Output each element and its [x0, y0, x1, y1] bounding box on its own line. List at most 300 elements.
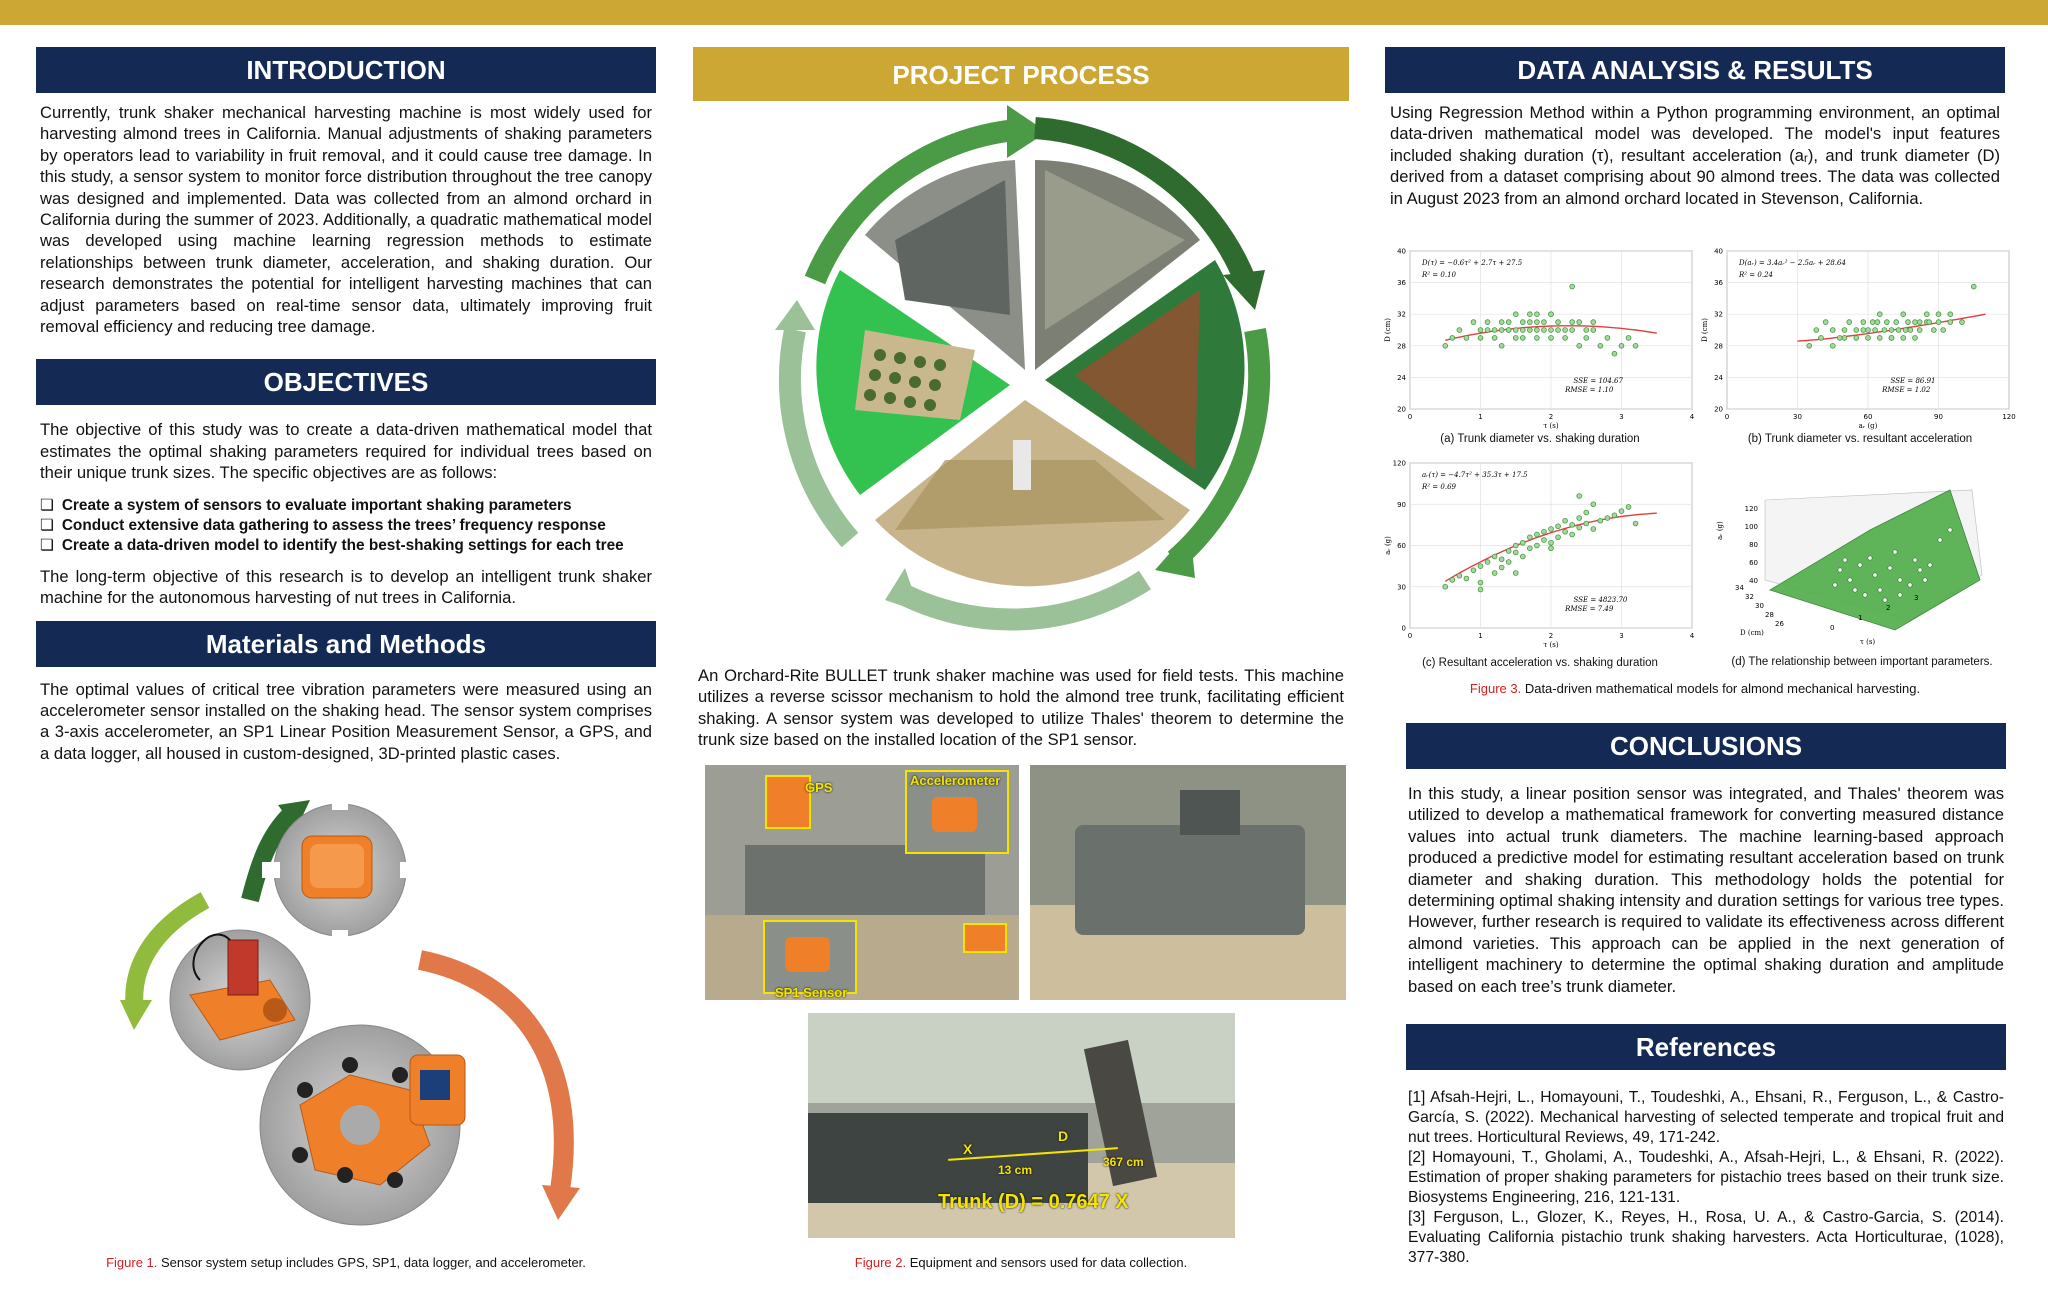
data-point: [1948, 312, 1953, 317]
data-point: [1443, 343, 1448, 348]
data-point: [1626, 505, 1631, 510]
data-point: [1928, 563, 1932, 567]
x-tick-label: 0: [1407, 413, 1413, 421]
objectives-intro: The objective of this study was to create a data-driven mathematical model that estimates the optimal shaking parameters required for individual trees based on their unique trunk sizes. The specific objectives are as follows:: [40, 420, 652, 483]
data-point: [1450, 336, 1455, 341]
data-point: [1633, 521, 1638, 526]
data-point: [1960, 320, 1965, 325]
r2-label: R² = 0.10: [1422, 271, 1456, 279]
y-axis-label: D (cm): [1384, 318, 1392, 342]
data-point: [1570, 532, 1575, 537]
data-point: [1485, 320, 1490, 325]
data-point: [1520, 320, 1525, 325]
data-point: [1570, 284, 1575, 289]
data-point: [1577, 516, 1582, 521]
data-point: [1948, 320, 1953, 325]
process-text: An Orchard-Rite BULLET trunk shaker machine was used for field tests. This machine utilizes a reverse scissor mechanism to hold the almond tree trunk, facilitating efficient shaking. A sensor system was developed to utilize Thales' theorem to determine the trunk size based on the installed location of the SP1 sensor.: [698, 666, 1344, 750]
data-point: [1863, 593, 1867, 597]
objective-item: ❏ Create a data-driven model to identify the best-shaking settings for each tree: [40, 536, 656, 556]
data-point: [1499, 328, 1504, 333]
x-tick-label: 2: [1548, 413, 1554, 421]
data-point: [1478, 564, 1483, 569]
data-point: [1894, 320, 1899, 325]
data-point: [1913, 320, 1918, 325]
data-point: [1619, 343, 1624, 348]
data-point: [1633, 343, 1638, 348]
data-point: [1842, 328, 1847, 333]
x-tick-label: 60: [1863, 413, 1873, 421]
shaker-sensor-photo: [705, 765, 1019, 1000]
data-point: [1535, 543, 1540, 548]
r2-label: R² = 0.69: [1422, 483, 1456, 491]
data-point: [1513, 328, 1518, 333]
data-point: [1556, 535, 1561, 540]
x-tick-label: 3: [1914, 594, 1919, 602]
data-point: [1492, 571, 1497, 576]
rmse-label: RMSE = 1.02: [1882, 386, 1931, 394]
x-tick-label: 90: [1934, 413, 1943, 421]
y-tick-label: 40: [1714, 247, 1723, 256]
data-point: [1918, 568, 1922, 572]
x-tick-label: 30: [1793, 413, 1802, 421]
y-tick-label: 28: [1397, 342, 1406, 351]
data-point: [1888, 566, 1892, 570]
y-tick-label: 34: [1735, 584, 1744, 592]
figure-2-caption: [693, 1255, 1349, 1270]
x-tick-label: 0: [1407, 632, 1413, 640]
data-point: [1830, 343, 1835, 348]
data-point: [1542, 320, 1547, 325]
chart-a: [1384, 243, 1700, 433]
figure-1-caption: [36, 1255, 656, 1270]
methods-heading: Materials and Methods: [36, 621, 656, 667]
data-point: [1577, 494, 1582, 499]
y-axis-label: D (cm): [1701, 318, 1709, 342]
conclusions-section: [1406, 723, 2006, 997]
rmse-label: RMSE = 7.49: [1565, 605, 1614, 613]
trunk-small-label: 13 cm: [998, 1163, 1033, 1177]
data-point: [1884, 320, 1889, 325]
process-cycle-figure: [745, 100, 1300, 640]
z-tick-label: 120: [1744, 505, 1758, 513]
data-point: [1542, 529, 1547, 534]
data-point: [1577, 320, 1582, 325]
x-axis-label: τ (s): [1543, 641, 1559, 649]
data-point: [1870, 320, 1875, 325]
y-tick-label: 36: [1714, 279, 1723, 288]
data-point: [1535, 336, 1540, 341]
data-point: [1941, 328, 1946, 333]
data-point: [1542, 538, 1547, 543]
data-point: [1499, 557, 1504, 562]
chart-b-caption: (b) Trunk diameter vs. resultant acceleration: [1747, 433, 1973, 445]
objective-item: ❏ Conduct extensive data gathering to assess the trees’ frequency response: [40, 516, 656, 536]
equation-label: D(aᵣ) = 3.4aᵣ² − 2.5aᵣ + 28.64: [1739, 259, 1846, 267]
y-tick-label: 30: [1397, 583, 1406, 592]
y-tick-label: 36: [1397, 279, 1406, 288]
figure-1-text: Sensor system setup includes GPS, SP1, data logger, and accelerometer.: [157, 1255, 586, 1270]
objectives-list: [36, 496, 656, 556]
y-tick-label: 28: [1765, 611, 1774, 619]
data-point: [1917, 328, 1922, 333]
top-bar: [0, 0, 2048, 25]
data-point: [1542, 328, 1547, 333]
equation-label: D(τ) = −0.6τ² + 2.7τ + 27.5: [1422, 259, 1523, 267]
data-point: [1478, 580, 1483, 585]
x-tick-label: 1: [1478, 632, 1483, 640]
y-tick-label: 40: [1397, 247, 1406, 256]
data-point: [1513, 312, 1518, 317]
data-point: [1457, 328, 1462, 333]
data-point: [1848, 578, 1852, 582]
trunk-measurement-photo: [808, 1013, 1235, 1238]
x-tick-label: 0: [1830, 624, 1835, 632]
data-point: [1513, 571, 1518, 576]
data-point: [1605, 336, 1610, 341]
gps-label: GPS: [805, 780, 833, 795]
data-point: [1908, 583, 1912, 587]
data-point: [1903, 328, 1908, 333]
data-point: [1612, 351, 1617, 356]
figure-3-text: Data-driven mathematical models for almond mechanical harvesting.: [1521, 681, 1921, 696]
sse-label: SSE = 86.91: [1890, 377, 1936, 385]
y-tick-label: 24: [1397, 373, 1406, 382]
reference-item: [2] Homayouni, T., Gholami, A., Toudeshki, A., Afsah-Hejri, L., & Ehsani, R. (2022). Estimation of proper shaking parameters for pistachio trees based on their trunk size. Biosystems Engineering, 216, 121-131.: [1408, 1149, 2004, 1206]
data-point: [1913, 336, 1918, 341]
data-point: [1866, 336, 1871, 341]
data-point: [1898, 578, 1902, 582]
data-point: [1485, 560, 1490, 565]
process-heading: PROJECT PROCESS: [693, 47, 1349, 101]
figure-3-caption: [1385, 681, 2005, 696]
data-point: [1898, 593, 1902, 597]
chart-d: [1710, 470, 2010, 650]
data-point: [1520, 554, 1525, 559]
results-text: Using Regression Method within a Python programming environment, an optimal data-driven mathematical model was developed. The model's input features included shaking duration (τ), resultant acceleration (aᵣ), and trunk diameter (D) derived from a dataset comprising about 90 almond trees. The data was collected in August 2023 from an almond orchard located in Stevenson, California.: [1390, 103, 2000, 208]
y-tick-label: 32: [1714, 310, 1723, 319]
data-point: [1499, 320, 1504, 325]
data-point: [1819, 336, 1824, 341]
data-point: [1833, 583, 1837, 587]
x-tick-label: 3: [1619, 632, 1624, 640]
data-point: [1936, 312, 1941, 317]
trunk-formula: Trunk (D) = 0.7647 X: [938, 1191, 1129, 1213]
y-axis-label: aᵣ (g): [1384, 536, 1392, 555]
data-point: [1923, 578, 1927, 582]
data-point: [1861, 320, 1866, 325]
data-point: [1591, 502, 1596, 507]
x-tick-label: 2: [1548, 632, 1554, 640]
data-point: [1853, 588, 1857, 592]
data-point: [1584, 521, 1589, 526]
z-tick-label: 40: [1749, 577, 1758, 585]
references-section: [1406, 1024, 2006, 1268]
data-point: [1893, 550, 1897, 554]
data-point: [1549, 527, 1554, 532]
data-point: [1478, 587, 1483, 592]
data-point: [1520, 328, 1525, 333]
data-point: [1938, 538, 1942, 542]
data-point: [1807, 343, 1812, 348]
r2-label: R² = 0.24: [1739, 271, 1773, 279]
data-point: [1847, 320, 1852, 325]
data-point: [1861, 328, 1866, 333]
x-tick-label: 1: [1478, 413, 1483, 421]
x-tick-label: 2: [1886, 604, 1891, 612]
data-point: [1971, 284, 1976, 289]
data-point: [1598, 343, 1603, 348]
data-point: [1527, 312, 1532, 317]
conclusions-text: In this study, a linear position sensor was integrated, and Thales' theorem was utilized to develop a mathematical framework for converting measured distance values into actual trunk diameters. The machine learning-based approach produced a predictive model for estimating resultant acceleration based on trunk diameter and shaking duration. This methodology holds the potential for determining optimal shaking intensity and duration settings for various tree types. However, further research is required to validate its effectiveness across different almond varieties. This approach can be applied in the next generation of intelligent machinery to determine the optimal shaking duration and amplitude based on each tree’s trunk diameter.: [1408, 784, 2004, 996]
data-point: [1457, 573, 1462, 578]
data-point: [1556, 524, 1561, 529]
equation-label: aᵣ(τ) = −4.7τ² + 35.3τ + 17.5: [1422, 471, 1528, 479]
references-heading: References: [1406, 1024, 2006, 1070]
y-tick-label: 28: [1714, 342, 1723, 351]
data-point: [1556, 320, 1561, 325]
data-point: [1492, 328, 1497, 333]
data-point: [1535, 312, 1540, 317]
data-point: [1478, 328, 1483, 333]
data-point: [1584, 336, 1589, 341]
data-logger-module: [170, 930, 310, 1070]
data-point: [1506, 549, 1511, 554]
data-point: [1931, 328, 1936, 333]
data-point: [1520, 540, 1525, 545]
data-point: [1913, 558, 1917, 562]
middle-column: [693, 47, 1349, 101]
data-point: [1471, 568, 1476, 573]
data-point: [1837, 336, 1842, 341]
data-point: [1513, 336, 1518, 341]
x-axis-label: aᵣ (g): [1858, 422, 1878, 430]
data-point: [1873, 328, 1878, 333]
data-point: [1520, 336, 1525, 341]
sp1-highlight: [763, 920, 857, 994]
sse-label: SSE = 4823.70: [1573, 596, 1628, 604]
accelerometer-label: Accelerometer: [910, 773, 1001, 788]
x-tick-label: 1: [1858, 614, 1863, 622]
data-point: [1838, 568, 1842, 572]
trunk-x-label: X: [963, 1141, 973, 1157]
z-axis-label: aᵣ (g): [1716, 521, 1724, 540]
conclusions-heading: CONCLUSIONS: [1406, 723, 2006, 769]
data-point: [1506, 560, 1511, 565]
data-point: [1563, 518, 1568, 523]
data-point: [1584, 328, 1589, 333]
x-tick-label: 3: [1619, 413, 1624, 421]
chart-d-caption: (d) The relationship between important parameters.: [1731, 656, 1993, 668]
data-point: [1535, 532, 1540, 537]
data-point: [1563, 328, 1568, 333]
data-point: [1485, 328, 1490, 333]
shaker-machine-photo: [1030, 765, 1346, 1000]
x-axis-label: τ (s): [1860, 638, 1876, 646]
data-point: [1619, 509, 1624, 514]
data-point: [1924, 312, 1929, 317]
objective-item: ❏ Create a system of sensors to evaluate important shaking parameters: [40, 496, 656, 516]
z-tick-label: 100: [1744, 523, 1758, 531]
data-point: [1527, 320, 1532, 325]
data-point: [1549, 336, 1554, 341]
right-column: [1385, 47, 2005, 209]
x-axis-label: τ (s): [1543, 422, 1559, 430]
y-tick-label: 26: [1775, 620, 1784, 628]
data-point: [1584, 510, 1589, 515]
z-tick-label: 80: [1749, 541, 1758, 549]
data-point: [1823, 320, 1828, 325]
data-point: [1527, 535, 1532, 540]
data-point: [1858, 563, 1862, 567]
data-point: [1570, 328, 1575, 333]
data-point: [1873, 573, 1877, 577]
x-tick-label: 0: [1724, 413, 1730, 421]
reference-item: [3] Ferguson, L., Glozer, K., Reyes, H., Rosa, U. A., & Castro-Garcia, S. (2014). Evaluating California pistachio trunk shaking harvesters. Acta Horticulturae, (1028), 377-380.: [1408, 1209, 2004, 1266]
introduction-text: Currently, trunk shaker mechanical harvesting machine is most widely used for harvesting almond trees in California. Manual adjustments of shaking parameters by operators lead to variability in fruit removal, and it could cause tree damage. In this study, a sensor system to monitor force distribution throughout the tree canopy was designed and implemented. Data was collected from an almond orchard in California during the summer of 2023. Additionally, a quadratic mathematical model was developed using machine learning regression methods to estimate relationships between trunk diameter, acceleration, and shaking duration. Our research demonstrates the potential for intelligent harvesting machines that can adjust parameters based on real-time sensor data, ultimately improving fruit removal efficiency and reducing tree damage.: [40, 103, 652, 337]
reference-item: [1] Afsah-Hejri, L., Homayouni, T., Toudeshki, A., Ehsani, R., Ferguson, L., & Castro-García, S. (2022). Mechanical harvesting of selected temperate and tropical fruit and nut trees. Horticultural Reviews, 49, 171-242.: [1408, 1089, 2004, 1146]
data-point: [1499, 343, 1504, 348]
data-point: [1492, 554, 1497, 559]
data-point: [1478, 336, 1483, 341]
y-tick-label: 20: [1397, 405, 1406, 414]
z-tick-label: 60: [1749, 559, 1758, 567]
data-point: [1877, 336, 1882, 341]
trunk-large-label: 367 cm: [1103, 1155, 1144, 1169]
data-point: [1882, 328, 1887, 333]
figure-3-label: Figure 3.: [1469, 681, 1522, 696]
x-tick-label: 4: [1689, 632, 1695, 640]
objectives-long-term: The long-term objective of this research is to develop an intelligent trunk shaker machine for the autonomous harvesting of nut trees in California.: [40, 566, 652, 608]
data-point: [1598, 518, 1603, 523]
chart-c-caption: (c) Resultant acceleration vs. shaking duration: [1422, 657, 1658, 669]
figure-2-label: Figure 2.: [854, 1255, 907, 1270]
introduction-heading: INTRODUCTION: [36, 47, 656, 93]
data-point: [1535, 328, 1540, 333]
data-point: [1492, 336, 1497, 341]
data-point: [1843, 558, 1847, 562]
data-point: [1854, 336, 1859, 341]
x-tick-label: 120: [2002, 413, 2016, 421]
methods-text: The optimal values of critical tree vibration parameters were measured using an accelerometer sensor installed on the shaking head. The sensor system comprises a 3-axis accelerometer, an SP1 Linear Position Measurement Sensor, a GPS, and a data logger, all housed in custom-designed, 3D-printed plastic cases.: [40, 679, 652, 763]
data-point: [1513, 550, 1518, 555]
references-list: [1406, 1088, 2006, 1268]
results-heading: DATA ANALYSIS & RESULTS: [1385, 47, 2005, 93]
y-axis-label: D (cm): [1740, 629, 1764, 637]
y-tick-label: 30: [1755, 602, 1764, 610]
data-point: [1513, 543, 1518, 548]
data-point: [1506, 320, 1511, 325]
y-tick-label: 60: [1397, 542, 1406, 550]
y-tick-label: 20: [1714, 405, 1723, 414]
data-point: [1866, 328, 1871, 333]
data-point: [1626, 336, 1631, 341]
y-tick-label: 90: [1397, 500, 1406, 509]
rmse-label: RMSE = 1.10: [1565, 386, 1614, 394]
x-tick-label: 4: [1689, 413, 1695, 421]
data-point: [1883, 598, 1887, 602]
data-point: [1901, 312, 1906, 317]
data-point: [1549, 328, 1554, 333]
data-point: [1901, 336, 1906, 341]
chart-a-caption: (a) Trunk diameter vs. shaking duration: [1440, 433, 1640, 445]
sse-label: SSE = 104.67: [1573, 377, 1623, 385]
data-point: [1591, 320, 1596, 325]
data-point: [1591, 328, 1596, 333]
accelerometer-module: [260, 1025, 465, 1225]
figure-1-label: Figure 1.: [106, 1255, 158, 1270]
data-point: [1506, 328, 1511, 333]
data-point: [1464, 336, 1469, 341]
data-point: [1464, 576, 1469, 581]
data-point: [1877, 312, 1882, 317]
objectives-heading: OBJECTIVES: [36, 359, 656, 405]
data-point: [1830, 328, 1835, 333]
data-point: [1889, 336, 1894, 341]
data-point: [1535, 320, 1540, 325]
data-point: [1499, 565, 1504, 570]
arrow-head-icon: [542, 1185, 580, 1220]
sensor-system-figure: [110, 790, 610, 1250]
data-point: [1527, 546, 1532, 551]
sp1-label: SP1 Sensor: [775, 985, 848, 1000]
data-point: [1889, 328, 1894, 333]
data-point: [1549, 312, 1554, 317]
data-point: [1577, 525, 1582, 530]
data-point: [1917, 320, 1922, 325]
cycle-arrow-head-icon: [775, 300, 815, 330]
data-point: [1563, 529, 1568, 534]
data-point: [1570, 320, 1575, 325]
left-column: [36, 47, 656, 764]
data-point: [1612, 513, 1617, 518]
arrow-head-icon: [120, 1000, 152, 1030]
data-point: [1471, 320, 1476, 325]
trunk-d-label: D: [1058, 1128, 1069, 1144]
data-point: [1868, 556, 1872, 560]
data-point: [1605, 516, 1610, 521]
data-point: [1570, 522, 1575, 527]
data-point: [1896, 328, 1901, 333]
data-point: [1927, 320, 1932, 325]
data-point: [1563, 336, 1568, 341]
data-point: [1875, 320, 1880, 325]
data-point: [1948, 528, 1952, 532]
data-point: [1527, 328, 1532, 333]
data-point: [1591, 527, 1596, 532]
data-point: [1577, 343, 1582, 348]
data-point: [1443, 584, 1448, 589]
data-point: [1906, 320, 1911, 325]
data-point: [1450, 577, 1455, 582]
data-point: [1549, 540, 1554, 545]
data-point: [1814, 328, 1819, 333]
chart-b: [1701, 243, 2017, 433]
figure-2-text: Equipment and sensors used for data collection.: [906, 1255, 1188, 1270]
data-point: [1908, 328, 1913, 333]
y-tick-label: 32: [1397, 310, 1406, 319]
data-point: [1854, 328, 1859, 333]
y-tick-label: 0: [1401, 624, 1406, 633]
data-point: [1549, 546, 1554, 551]
y-tick-label: 32: [1745, 593, 1754, 601]
y-tick-label: 24: [1714, 373, 1723, 382]
y-tick-label: 120: [1392, 459, 1406, 468]
data-point: [1842, 336, 1847, 341]
data-point: [1556, 328, 1561, 333]
chart-c: [1384, 455, 1700, 650]
data-point: [1878, 588, 1882, 592]
data-point: [1936, 320, 1941, 325]
